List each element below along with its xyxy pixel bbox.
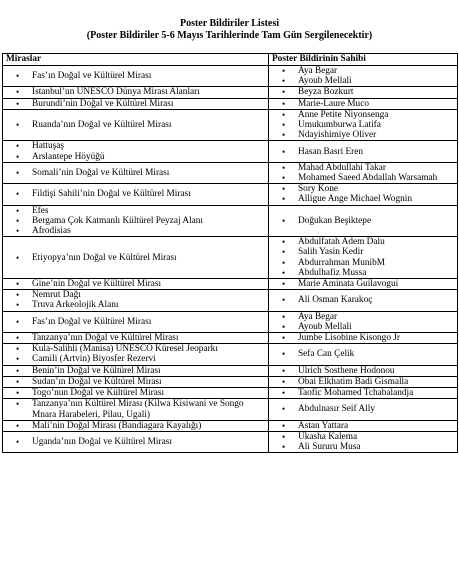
owner-list: [272, 216, 454, 226]
owner-item: • Doğukan Beşiktepe: [272, 216, 454, 226]
heritage-list: [6, 388, 265, 398]
owner-item: • Aya Begar: [272, 66, 454, 76]
owner-list: [272, 333, 454, 343]
owner-item: • Astan Yattara: [272, 421, 454, 431]
heritage-item: • Gine’nin Doğal ve Kültürel Mirası: [6, 279, 265, 289]
heritage-cell: [3, 279, 269, 290]
owner-list: [272, 421, 454, 431]
owner-item: • Abdulfatah Adem Dalu: [272, 237, 454, 247]
owner-list: [272, 377, 454, 387]
owner-item: • Marie-Laure Muco: [272, 99, 454, 109]
table-row: [3, 388, 458, 399]
heritage-item: • Togo’nun Doğal ve Kültürel Mirası: [6, 388, 265, 398]
heritage-cell: [3, 98, 269, 109]
table-row: [3, 109, 458, 141]
document-subtitle: (Poster Bildiriler 5-6 Mayıs Tarihlerinde Tam Gün Sergilenecektir): [86, 30, 373, 41]
owner-list: [272, 99, 454, 109]
owner-item: • Ali Sururu Musa: [272, 442, 454, 452]
owner-list: [272, 349, 454, 359]
heritage-list: [6, 87, 265, 97]
heritage-list: [6, 366, 265, 376]
document-title: Poster Bildiriler Listesi: [179, 18, 280, 29]
owner-item: • Anne Petite Niyonsenga: [272, 110, 454, 120]
heritage-item: • Sudan’ın Doğal ve Kültürel Mirası: [6, 377, 265, 387]
heritage-list: [6, 421, 265, 431]
heritage-list: [6, 71, 265, 81]
owner-list: [272, 404, 454, 414]
table-row: [3, 376, 458, 387]
heritage-list: [6, 141, 265, 161]
table-row: [3, 141, 458, 162]
heritage-item: • Afrodisias: [6, 226, 265, 236]
owner-cell: [269, 365, 458, 376]
table-row: [3, 184, 458, 205]
owner-list: [272, 110, 454, 141]
owner-cell: [269, 98, 458, 109]
table-row: [3, 279, 458, 290]
heritage-item: • Bergama Çok Katmanlı Kültürel Peyzaj Alanı: [6, 216, 265, 226]
heritage-item: • Kula-Salihli (Manisa) UNESCO Küresel Jeoparkı: [6, 344, 265, 354]
heritage-cell: [3, 141, 269, 162]
owner-item: • Abdurrahman MunibM: [272, 258, 454, 268]
heritage-list: [6, 99, 265, 109]
owner-cell: [269, 420, 458, 431]
heritage-item: • Arslantepe Höyüğü: [6, 152, 265, 162]
heritage-item: • Mali’nin Doğal Mirası (Bandiagara Kayalığı): [6, 421, 265, 431]
heritage-item: • Efes: [6, 206, 265, 216]
owner-item: • Sory Kone: [272, 184, 454, 194]
owner-item: • Jumbe Lisobine Kisongo Jr: [272, 333, 454, 343]
heritage-item: • Tanzanya’nın Kültürel Mirası (Kilwa Kisiwani ve Songo Mnara Harabeleri, Pilau, Ugali): [6, 399, 265, 419]
owner-list: [272, 432, 454, 452]
owner-item: • Ali Osman Karakoç: [272, 295, 454, 305]
heritage-list: [6, 399, 265, 419]
heritage-item: • Tanzanya’nın Doğal ve Kültürel Mirası: [6, 333, 265, 343]
owner-list: [272, 87, 454, 97]
heritage-list: [6, 279, 265, 289]
table-row: [3, 431, 458, 452]
heritage-cell: [3, 162, 269, 183]
heritage-list: [6, 317, 265, 327]
heritage-item: • Fas’ın Doğal ve Kültürel Mirası: [6, 71, 265, 81]
table-row: [3, 162, 458, 183]
owner-item: • Sefa Can Çelik: [272, 349, 454, 359]
owner-list: [272, 237, 454, 278]
heritage-cell: [3, 184, 269, 205]
heritage-cell: [3, 66, 269, 87]
owner-cell: [269, 279, 458, 290]
owner-list: [272, 184, 454, 204]
owner-item: • Abdulnasır Seif Ally: [272, 404, 454, 414]
owner-list: [272, 312, 454, 332]
heritage-cell: [3, 365, 269, 376]
owner-list: [272, 388, 454, 398]
heritage-cell: [3, 388, 269, 399]
heritage-item: • Camili (Artvin) Biyosfer Rezervi: [6, 354, 265, 364]
owner-list: [272, 147, 454, 157]
owner-item: • Ayoub Mellali: [272, 322, 454, 332]
heritage-cell: [3, 237, 269, 279]
owner-item: • Ulrich Sosthene Hodonou: [272, 366, 454, 376]
owner-cell: [269, 109, 458, 141]
heritage-list: [6, 253, 265, 263]
owner-item: • Mohamed Saeed Abdallah Warsamah: [272, 173, 454, 183]
owner-cell: [269, 344, 458, 365]
heritage-item: • Fildişi Sahili’nin Doğal ve Kültürel Mirası: [6, 189, 265, 199]
column-header-heritage: Miraslar: [3, 54, 269, 66]
poster-list-table: [2, 53, 458, 453]
owner-item: • Abdulhafiz Mussa: [272, 268, 454, 278]
heritage-list: [6, 290, 265, 310]
table-row: [3, 290, 458, 311]
owner-list: [272, 66, 454, 86]
heritage-cell: [3, 311, 269, 332]
heritage-item: • Ruanda’nın Doğal ve Kültürel Mirası: [6, 120, 265, 130]
heritage-list: [6, 120, 265, 130]
owner-cell: [269, 290, 458, 311]
table-row: [3, 333, 458, 344]
heritage-cell: [3, 290, 269, 311]
owner-item: • Alligue Ange Michael Wognin: [272, 194, 454, 204]
owner-cell: [269, 237, 458, 279]
heritage-list: [6, 189, 265, 199]
heritage-cell: [3, 399, 269, 420]
owner-cell: [269, 87, 458, 98]
owner-cell: [269, 205, 458, 237]
owner-item: • Hasan Basri Eren: [272, 147, 454, 157]
owner-item: • Ayoub Mellali: [272, 76, 454, 86]
table-row: [3, 365, 458, 376]
table-row: [3, 399, 458, 420]
heritage-item: • Nemrut Dağı: [6, 290, 265, 300]
owner-item: • Ukasha Kalema: [272, 432, 454, 442]
owner-cell: [269, 399, 458, 420]
owner-list: [272, 295, 454, 305]
table-row: [3, 420, 458, 431]
heritage-list: [6, 206, 265, 237]
heritage-cell: [3, 109, 269, 141]
owner-cell: [269, 311, 458, 332]
heritage-list: [6, 437, 265, 447]
heritage-cell: [3, 344, 269, 365]
table-row: [3, 98, 458, 109]
table-row: [3, 66, 458, 87]
owner-item: • Taofic Mohamed Tchabalandja: [272, 388, 454, 398]
heritage-cell: [3, 87, 269, 98]
owner-cell: [269, 184, 458, 205]
heritage-item: • Burundi’nin Doğal ve Kültürel Mirası: [6, 99, 265, 109]
owner-cell: [269, 388, 458, 399]
table-header-row: [3, 54, 458, 66]
heritage-item: • Benin’in Doğal ve Kültürel Mirası: [6, 366, 265, 376]
heritage-list: [6, 344, 265, 364]
owner-cell: [269, 162, 458, 183]
owner-list: [272, 163, 454, 183]
owner-item: • Ndayishimiye Oliver: [272, 130, 454, 140]
owner-list: [272, 366, 454, 376]
heritage-item: • Uganda’nın Doğal ve Kültürel Mirası: [6, 437, 265, 447]
owner-list: [272, 279, 454, 289]
heritage-item: • Hattuşaş: [6, 141, 265, 151]
owner-item: • Obai Elkhatim Badi Gismalla: [272, 377, 454, 387]
owner-cell: [269, 141, 458, 162]
column-header-owner: Poster Bildirinin Sahibi: [269, 54, 458, 66]
owner-item: • Beyza Bozkurt: [272, 87, 454, 97]
table-row: [3, 344, 458, 365]
owner-cell: [269, 376, 458, 387]
table-row: [3, 237, 458, 279]
heritage-item: • Somali’nin Doğal ve Kültürel Mirası: [6, 168, 265, 178]
heritage-cell: [3, 333, 269, 344]
heritage-item: • Truva Arkeolojik Alanı: [6, 300, 265, 310]
owner-cell: [269, 431, 458, 452]
owner-item: • Salih Yasin Kedir: [272, 247, 454, 257]
heritage-list: [6, 377, 265, 387]
heritage-item: • Etiyopya’nın Doğal ve Kültürel Mirası: [6, 253, 265, 263]
heritage-cell: [3, 431, 269, 452]
heritage-cell: [3, 376, 269, 387]
heritage-list: [6, 333, 265, 343]
owner-item: • Aya Begar: [272, 312, 454, 322]
heritage-item: • İstanbul’un UNESCO Dünya Mirası Alanları: [6, 87, 265, 97]
owner-cell: [269, 333, 458, 344]
owner-item: • Marie Aminata Guilavogui: [272, 279, 454, 289]
table-row: [3, 87, 458, 98]
heritage-list: [6, 168, 265, 178]
table-row: [3, 311, 458, 332]
heritage-cell: [3, 420, 269, 431]
owner-cell: [269, 66, 458, 87]
owner-item: • Mahad Abdullahi Takar: [272, 163, 454, 173]
heritage-item: • Fas’ın Doğal ve Kültürel Mirası: [6, 317, 265, 327]
heritage-cell: [3, 205, 269, 237]
table-row: [3, 205, 458, 237]
owner-item: • Umukumburwa Latifa: [272, 120, 454, 130]
